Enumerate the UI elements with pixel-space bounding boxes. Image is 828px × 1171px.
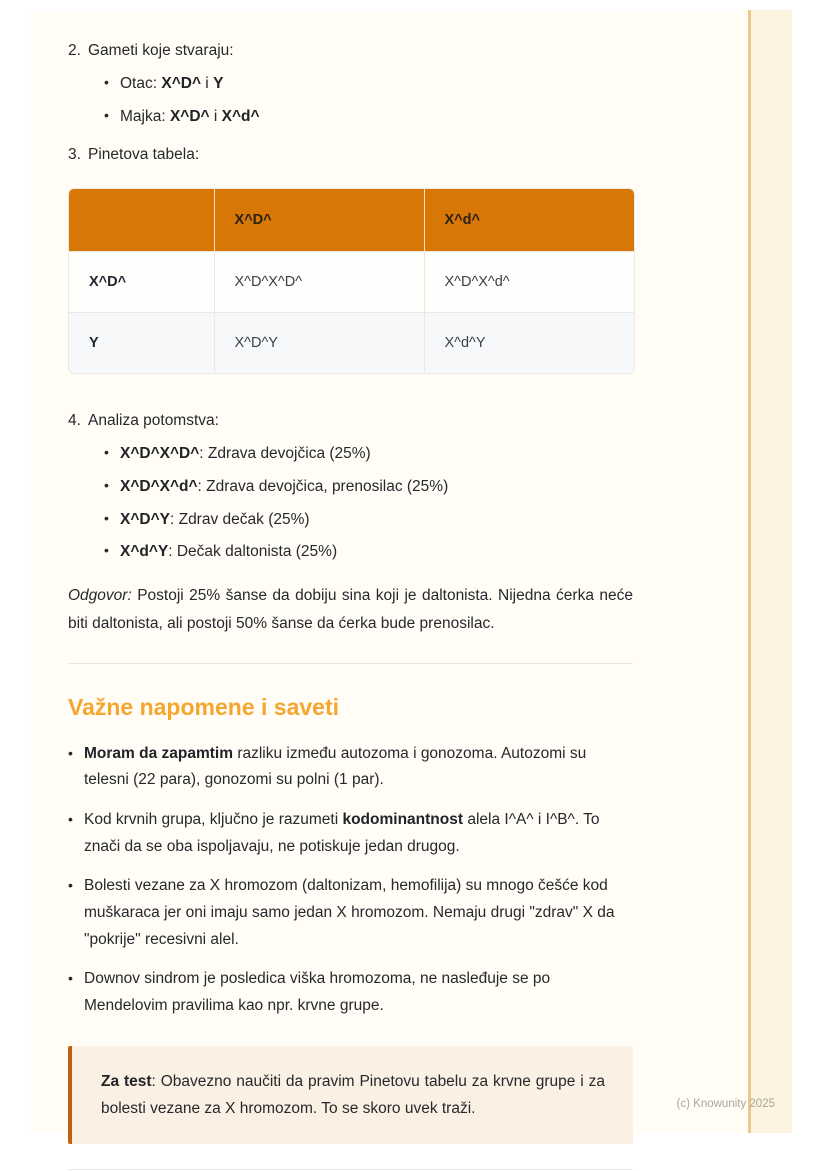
list-item [104,440,633,468]
bullet-icon [104,506,120,534]
section-divider [68,1169,633,1170]
answer-paragraph [68,582,633,638]
list-item-text: X^d^Y: Dečak daltonista (25%) [120,543,338,561]
table-cell: X^d^Y [424,312,634,373]
table-cell: X^D^X^D^ [214,251,424,312]
test-callout [68,1046,633,1144]
list-item [104,506,633,534]
list-item-text: Moram da zapamtim razliku između autozoma i gonozoma. Autozomi su telesni (22 para), gonozomi su polni (1 par). [84,744,587,789]
list-item [68,873,633,953]
table-cell: X^D^X^d^ [424,251,634,312]
notes-list [68,741,633,1020]
bullet-icon [68,873,84,953]
ordered-item-number: 2. [68,42,81,59]
table-cell: X^D^Y [214,312,424,373]
list-item-text: X^D^X^d^: Zdrava devojčica, prenosilac (25%) [120,477,449,495]
bullet-icon [104,473,120,501]
ordered-item-number: 4. [68,411,81,429]
table-corner-cell [69,189,214,252]
analysis-list [104,440,633,567]
punnett-table-wrapper [68,188,635,374]
bullet-icon [104,538,120,566]
list-item-text: Downov sindrom je posledica viška hromozoma, ne nasleđuje se po Mendelovim pravilima kao npr. krvne grupe. [84,970,551,1014]
table-col-header: X^D^ [214,189,424,252]
bullet-icon [104,70,120,98]
punnett-table [69,189,634,373]
section-divider [68,663,633,664]
callout-text: : Obavezno naučiti da pravim Pinetovu tabelu za krvne grupe i za bolesti vezane za X hromozom. To se skoro uvek traži. [101,1072,605,1117]
list-item [68,741,633,794]
callout-label: Za test [101,1072,152,1090]
bullet-icon [104,440,120,468]
list-item-text: Kod krvnih grupa, ključno je razumeti kodominantnost alela I^A^ i I^B^. To znači da se oba ispoljavaju, ne potiskuje jedan drugog. [84,810,600,855]
list-item-text: Otac: X^D^ i Y [120,74,224,92]
ordered-item-analysis [68,407,633,435]
table-row [69,312,634,373]
document-page [30,10,792,1133]
table-row [69,251,634,312]
list-item [104,538,633,566]
answer-label: Odgovor: [68,587,132,605]
table-header-row [69,189,634,252]
list-item [68,807,633,860]
ordered-item-text: Pinetova tabela: [88,145,200,163]
bullet-icon [104,103,120,131]
page-edge-stripe [748,10,792,1133]
bullet-icon [68,966,84,1019]
document-content [68,10,633,1170]
list-item-text: Bolesti vezane za X hromozom (daltonizam, hemofilija) su mnogo češće kod muškaraca jer oni imaju samo jedan X hromozom. Nemaju drugi "zdrav" X da "pokrije" recesivni alel. [84,877,615,948]
answer-text: Postoji 25% šanse da dobiju sina koji je daltonista. Nijedna ćerka neće biti daltonista, ali postoji 50% šanse da ćerka bude prenosilac. [68,587,633,633]
list-item [104,473,633,501]
bullet-icon [68,807,84,860]
list-item-text: X^D^X^D^: Zdrava devojčica (25%) [120,444,371,462]
ordered-item-table [68,141,633,169]
list-item [104,70,633,98]
bullet-icon [68,741,84,794]
table-row-header: X^D^ [69,251,214,312]
table-row-header: Y [69,312,214,373]
list-item [68,966,633,1019]
list-item-text: Majka: X^D^ i X^d^ [120,107,260,125]
ordered-item-text: Gameti koje stvaraju: [88,42,234,59]
copyright-footer: (c) Knowunity 2025 [676,1098,775,1110]
notes-heading: Važne napomene i saveti [68,694,340,721]
ordered-item-number: 3. [68,145,81,163]
list-item [104,103,633,131]
gametes-list [104,70,633,131]
ordered-item-gametes [68,37,633,65]
table-col-header: X^d^ [424,189,634,252]
ordered-item-text: Analiza potomstva: [88,411,219,429]
list-item-text: X^D^Y: Zdrav dečak (25%) [120,510,310,528]
